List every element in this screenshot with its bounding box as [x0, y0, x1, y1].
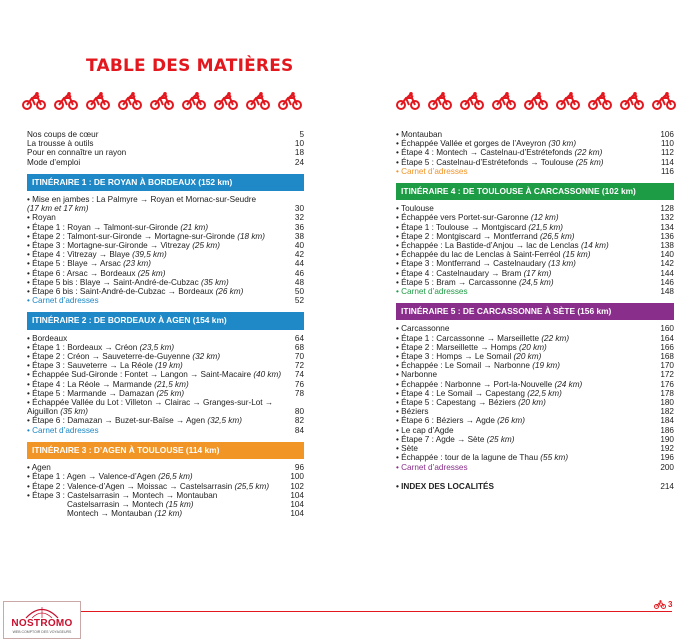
page-title: TABLE DES MATIÈRES [86, 56, 294, 76]
intro-entry[interactable] [27, 130, 304, 139]
entry-label: • Carcassonne [396, 324, 450, 334]
entry-distance: (19 km) [532, 361, 560, 371]
carnet-link-3[interactable]: • Carnet d’adresses 116 [396, 166, 674, 176]
cyclist-icon [492, 92, 516, 110]
entry-label: • Échappée : tour de la lagune de Thau [396, 453, 541, 463]
entry-page: 128 [660, 204, 674, 214]
entry-label: • Agen [27, 463, 51, 473]
entry-distance: (17 km) [523, 268, 552, 278]
cyclist-icon [118, 92, 142, 110]
page-number: 3 [654, 600, 672, 609]
toc-entry[interactable] [396, 426, 674, 435]
cyclist-icon [246, 92, 270, 110]
toc-entry[interactable] [27, 278, 304, 287]
toc-entry[interactable] [396, 324, 674, 333]
entry-page: 48 [294, 277, 304, 287]
toc-entry[interactable]: • Échappée Vallée du Lot : Villeton → Clairac → Granges-sur-Lot → Aiguillon (35 km) 80 [27, 398, 304, 417]
entry-label: • Le cap d’Agde [396, 425, 454, 435]
toc-entry[interactable] [396, 380, 674, 389]
toc-entry[interactable] [27, 352, 304, 361]
toc-entry[interactable] [27, 343, 304, 352]
entry-label: • Échappée du lac de Lenclas à Saint-Ferréol [396, 250, 563, 260]
cyclist-icon [460, 92, 484, 110]
entry-label: Castelsarrasin → Montech [67, 499, 166, 509]
toc-entry[interactable] [27, 334, 304, 343]
entry-distance: (22,5 km) [527, 388, 562, 398]
entry-page: 46 [294, 268, 304, 278]
cyclist-icon [22, 92, 46, 110]
toc-entry[interactable] [396, 416, 674, 425]
entry-label: • Étape 1 : Bordeaux → Créon [27, 342, 140, 352]
cyclist-icon [428, 92, 452, 110]
cyclist-icon [150, 92, 174, 110]
cyclist-icon [556, 92, 580, 110]
entry-page: 182 [660, 407, 674, 417]
toc-entry[interactable] [396, 278, 674, 287]
entry-distance: (18 km) [237, 231, 265, 241]
entry-distance: (39,5 km) [132, 250, 167, 260]
itinerary-4-banner: ITINÉRAIRE 4 : DE TOULOUSE À CARCASSONNE (102 km) [396, 183, 674, 200]
entry-page: 24 [294, 157, 304, 167]
entry-label: Pour en connaître un rayon [27, 148, 127, 158]
entry-page: 180 [660, 398, 674, 408]
toc-entry[interactable] [396, 213, 674, 222]
entry-page: 50 [294, 287, 304, 297]
entry-label: • Toulouse [396, 204, 434, 214]
entry-page: 100 [290, 472, 304, 482]
cyclist-icon [214, 92, 238, 110]
entry-distance: (55 km) [540, 453, 569, 463]
entry-distance: (25 km) [156, 388, 185, 398]
toc-entry[interactable] [396, 269, 674, 278]
entry-page: 38 [294, 231, 304, 241]
entry-label: • Étape 1 : Carcassonne → Marseillette [396, 333, 542, 343]
entry-distance: (30 km) [548, 139, 577, 149]
toc-entry[interactable] [396, 444, 674, 453]
toc-entry[interactable] [396, 361, 674, 370]
toc-entry[interactable] [27, 213, 304, 222]
entry-label: • Étape 5 : Blaye → Arsac [27, 259, 124, 269]
entry-distance: (14 km) [580, 241, 609, 251]
cyclist-icon [54, 92, 78, 110]
toc-entry[interactable] [27, 232, 304, 241]
entry-page: 96 [294, 463, 304, 473]
entry-page: 184 [660, 416, 674, 426]
entry-label: • Échappée : Narbonne → Port-la-Nouvelle [396, 379, 555, 389]
entry-label: • Étape 5 : Marmande → Damazan [27, 388, 157, 398]
entry-distance: (15 km) [562, 250, 591, 260]
itinerary-3-continued-list [396, 130, 674, 167]
entry-label: • Étape 1 : Royan → Talmont-sur-Gironde [27, 222, 181, 232]
cyclist-icon [86, 92, 110, 110]
cyclist-icon [588, 92, 612, 110]
intro-entry[interactable] [27, 158, 304, 167]
toc-entry[interactable] [396, 389, 674, 398]
entry-page: 190 [660, 434, 674, 444]
entry-page: 10 [294, 139, 304, 149]
entry-page: 192 [660, 444, 674, 454]
entry-distance: (15 km) [165, 499, 194, 509]
toc-entry[interactable] [27, 223, 304, 232]
entry-page: 32 [294, 213, 304, 223]
entry-label: • Étape 2 : Créon → Sauveterre-de-Guyenne [27, 352, 193, 362]
entry-distance: (25 km) [575, 157, 604, 167]
toc-right-column [396, 130, 674, 491]
entry-label: • Bordeaux [27, 333, 68, 343]
entry-label: • Étape 5 : Castelnau-d’Estrétefonds → Toulouse [396, 157, 576, 167]
toc-entry[interactable] [396, 352, 674, 361]
toc-entry[interactable] [396, 435, 674, 444]
entry-label: • Échappée Sud-Gironde : Fontet → Langon → Saint-Macaire [27, 370, 254, 380]
entry-label: La trousse à outils [27, 139, 94, 149]
footer-rule [68, 611, 672, 612]
entry-distance: (25,5 km) [234, 481, 270, 491]
cyclist-icon [396, 92, 420, 110]
entry-distance: (32,5 km) [207, 416, 242, 426]
carnet-link-5[interactable]: • Carnet d’adresses 200 [396, 462, 674, 472]
toc-entry[interactable] [396, 158, 674, 167]
entry-label: • Étape 1 : Toulouse → Montgiscard [396, 222, 529, 232]
entry-label: • Étape 6 : Béziers → Agde [396, 416, 498, 426]
entry-distance: (21,5 km) [154, 379, 189, 389]
entry-page: 146 [660, 277, 674, 287]
entry-label: • Étape 1 : Agen → Valence-d’Agen [27, 472, 159, 482]
entry-page: 72 [294, 361, 304, 371]
nostromo-logo [3, 601, 81, 639]
entry-label: • Étape 4 : Castelnaudary → Bram [396, 268, 524, 278]
entry-page: 166 [660, 342, 674, 352]
entry-page: 196 [660, 453, 674, 463]
toc-entry[interactable] [27, 380, 304, 389]
entry-distance: (19 km) [155, 361, 183, 371]
entry-page: 172 [660, 370, 674, 380]
bike-row-right [396, 92, 676, 110]
entry-distance: (25 km) [137, 268, 166, 278]
itinerary-4-list [396, 204, 674, 287]
toc-entry[interactable] [396, 241, 674, 250]
entry-distance: (23 km) [123, 259, 151, 269]
toc-entry[interactable] [27, 472, 304, 481]
toc-entry[interactable] [27, 241, 304, 250]
entry-distance: (21 km) [180, 222, 209, 232]
entry-distance: (25 km) [486, 434, 515, 444]
entry-distance: (40 km) [253, 370, 282, 380]
entry-label: • Sète [396, 444, 418, 454]
toc-entry[interactable] [396, 130, 674, 139]
toc-entry[interactable] [67, 500, 304, 509]
entry-page: 104 [290, 509, 304, 519]
itinerary-1-banner: ITINÉRAIRE 1 : DE ROYAN À BORDEAUX (152 km) [27, 174, 304, 191]
entry-distance: (32 km) [192, 352, 221, 362]
entry-label: • Étape 4 : Le Somail → Capestang [396, 388, 528, 398]
entry-page: 164 [660, 333, 674, 343]
toc-entry[interactable] [396, 232, 674, 241]
entry-page: 144 [660, 268, 674, 278]
entry-label: • Échappée : Le Somail → Narbonne [396, 361, 533, 371]
carnet-link-1[interactable]: • Carnet d’adresses 52 [27, 296, 304, 306]
entry-page: 160 [660, 324, 674, 334]
entry-label: • Étape 3 : Mortagne-sur-Gironde → Vitrezay [27, 241, 193, 251]
itinerary-2-list-end [27, 416, 304, 425]
entry-distance: (26 km) [497, 416, 525, 426]
entry-distance: (20 km) [519, 342, 547, 352]
entry-label: • Étape 3 : Homps → Le Somail [396, 352, 514, 362]
entry-page: 74 [294, 370, 304, 380]
entry-page: 114 [660, 157, 674, 167]
entry-page: 82 [294, 416, 304, 426]
toc-entry[interactable] [396, 223, 674, 232]
entry-page: 18 [294, 148, 304, 158]
toc-entry[interactable] [396, 259, 674, 268]
entry-page: 36 [294, 222, 304, 232]
entry-page: 68 [294, 342, 304, 352]
entry-label: • Royan [27, 213, 56, 223]
entry-distance: (23,5 km) [139, 342, 175, 352]
toc-entry[interactable] [396, 398, 674, 407]
entry-label: • Montauban [396, 130, 443, 139]
entry-distance: (24,5 km) [519, 277, 554, 287]
entry-label: • Béziers [396, 407, 429, 417]
entry-label: • Étape 5 : Bram → Carcassonne [396, 277, 520, 287]
itinerary-3-banner: ITINÉRAIRE 3 : D’AGEN À TOULOUSE (114 km) [27, 442, 304, 459]
entry-label: • Étape 7 : Agde → Sète [396, 434, 487, 444]
entry-distance: (12 km) [530, 213, 559, 223]
entry-page: 112 [660, 148, 674, 158]
toc-entry[interactable] [67, 509, 304, 518]
entry-distance: (24 km) [554, 379, 583, 389]
entry-distance: (26,5 km) [158, 472, 193, 482]
entry-label: • Étape 2 : Marseillette → Homps [396, 342, 519, 352]
entry-page: 140 [660, 250, 674, 260]
logo-name: NOSTROMO [11, 618, 73, 629]
entry-distance: (26,5 km) [539, 231, 575, 241]
toc-entry[interactable] [27, 269, 304, 278]
entry-label: • Étape 4 : Vitrezay → Blaye [27, 250, 133, 260]
entry-distance: (26 km) [215, 287, 244, 297]
toc-entry[interactable] [27, 370, 304, 379]
cyclist-icon [524, 92, 548, 110]
toc-entry[interactable] [396, 370, 674, 379]
entry-page: 168 [660, 352, 674, 362]
entry-page: 70 [294, 352, 304, 362]
cyclist-icon [182, 92, 206, 110]
entry-label: • Étape 4 : La Réole → Marmande [27, 379, 155, 389]
toc-entry[interactable]: • Mise en jambes : La Palmyre → Royan et Mornac-sur-Seudre (17 km et 17 km) 30 [27, 195, 304, 214]
cyclist-icon [620, 92, 644, 110]
entry-page: 138 [660, 241, 674, 251]
toc-entry[interactable] [396, 343, 674, 352]
entry-page: 106 [660, 130, 674, 139]
entry-label: Nos coups de cœur [27, 130, 99, 139]
entry-page: 78 [294, 388, 304, 398]
intro-entry[interactable] [27, 148, 304, 157]
entry-distance: (13 km) [548, 259, 576, 269]
cyclist-icon [278, 92, 302, 110]
entry-label: • Étape 2 : Montgiscard → Montferrand [396, 231, 540, 241]
entry-page: 104 [290, 490, 304, 500]
entry-label: • Étape 6 : Damazan → Buzet-sur-Baïse → Agen [27, 416, 208, 426]
cyclist-icon [652, 92, 676, 110]
itinerary-1-list [27, 213, 304, 296]
entry-distance: (25 km) [192, 241, 220, 251]
itinerary-5-list [396, 324, 674, 462]
logo-subtitle: WEB COMPTOIR DES VOYAGEURS [12, 630, 72, 634]
toc-entry[interactable] [27, 389, 304, 398]
entry-page: 102 [290, 481, 304, 491]
entry-distance: (21,5 km) [528, 222, 563, 232]
toc-entry[interactable] [27, 259, 304, 268]
entry-page: 136 [660, 231, 674, 241]
toc-entry[interactable] [396, 453, 674, 462]
entry-distance: (12 km) [154, 509, 183, 519]
entry-page: 178 [660, 388, 674, 398]
entry-label: • Étape 5 bis : Blaye → Saint-André-de-Cubzac [27, 277, 201, 287]
entry-label: • Narbonne [396, 370, 438, 380]
cyclist-icon [654, 600, 666, 609]
toc-entry[interactable] [27, 463, 304, 472]
entry-label: • Étape 3 : Sauveterre → La Réole [27, 361, 156, 371]
itinerary-2-banner: ITINÉRAIRE 2 : DE BORDEAUX À AGEN (154 km) [27, 312, 304, 329]
entry-label: Mode d’emploi [27, 157, 81, 167]
itinerary-3-list [27, 463, 304, 500]
entry-label: • Étape 2 : Valence-d’Agen → Moissac → Castelsarrasin [27, 481, 235, 491]
entry-label: • Échappée : La Bastide-d’Anjou → lac de Lenclas [396, 241, 581, 251]
entry-distance: (20 km) [518, 398, 546, 408]
entry-page: 186 [660, 425, 674, 435]
toc-entry[interactable] [396, 148, 674, 157]
entry-label: • Étape 5 : Capestang → Béziers [396, 398, 519, 408]
globe-arc-icon [24, 605, 60, 619]
toc-entry[interactable] [27, 287, 304, 296]
toc-entry[interactable] [27, 491, 304, 500]
intro-entry[interactable] [27, 139, 304, 148]
itinerary-3-sublist [27, 500, 304, 518]
toc-entry[interactable] [27, 416, 304, 425]
entry-label: • Étape 3 : Castelsarrasin → Montech → Montauban [27, 490, 218, 500]
entry-page: 110 [660, 139, 674, 149]
entry-page: 170 [660, 361, 674, 371]
entry-label: • Échappée vers Portet-sur-Garonne [396, 213, 531, 223]
entry-distance: (22 km) [541, 333, 570, 343]
entry-page: 142 [660, 259, 674, 269]
entry-label: • Étape 3 : Montferrand → Castelnaudary [396, 259, 549, 269]
toc-entry[interactable] [396, 334, 674, 343]
carnet-link-4[interactable]: • Carnet d’adresses 148 [396, 287, 674, 297]
index-link[interactable]: • INDEX DES LOCALITÉS 214 [396, 481, 674, 491]
entry-page: 5 [299, 130, 304, 139]
entry-page: 40 [294, 241, 304, 251]
intro-list [27, 130, 304, 167]
entry-label: Montech → Montauban [67, 509, 155, 519]
entry-label: • Étape 4 : Montech → Castelnau-d’Estrétefonds [396, 148, 575, 158]
carnet-link-2[interactable]: • Carnet d’adresses 84 [27, 425, 304, 435]
entry-distance: (20 km) [513, 352, 542, 362]
bike-row-left [22, 92, 302, 110]
entry-page: 134 [660, 222, 674, 232]
entry-page: 42 [294, 250, 304, 260]
entry-page: 132 [660, 213, 674, 223]
entry-page: 104 [290, 499, 304, 509]
entry-page: 64 [294, 333, 304, 343]
entry-page: 44 [294, 259, 304, 269]
entry-distance: (22 km) [574, 148, 603, 158]
entry-label: • Étape 6 bis : Saint-André-de-Cubzac → Bordeaux [27, 287, 216, 297]
entry-label: • Étape 2 : Talmont-sur-Gironde → Mortagne-sur-Gironde [27, 231, 238, 241]
entry-label: • Étape 6 : Arsac → Bordeaux [27, 268, 138, 278]
toc-left-column [27, 130, 304, 518]
entry-label: • Échappée Vallée et gorges de l’Aveyron [396, 139, 549, 149]
toc-entry[interactable] [27, 482, 304, 491]
entry-page: 176 [660, 379, 674, 389]
entry-page: 76 [294, 379, 304, 389]
itinerary-5-banner: ITINÉRAIRE 5 : DE CARCASSONNE À SÈTE (156 km) [396, 303, 674, 320]
entry-distance: (35 km) [200, 277, 229, 287]
itinerary-2-list [27, 334, 304, 398]
